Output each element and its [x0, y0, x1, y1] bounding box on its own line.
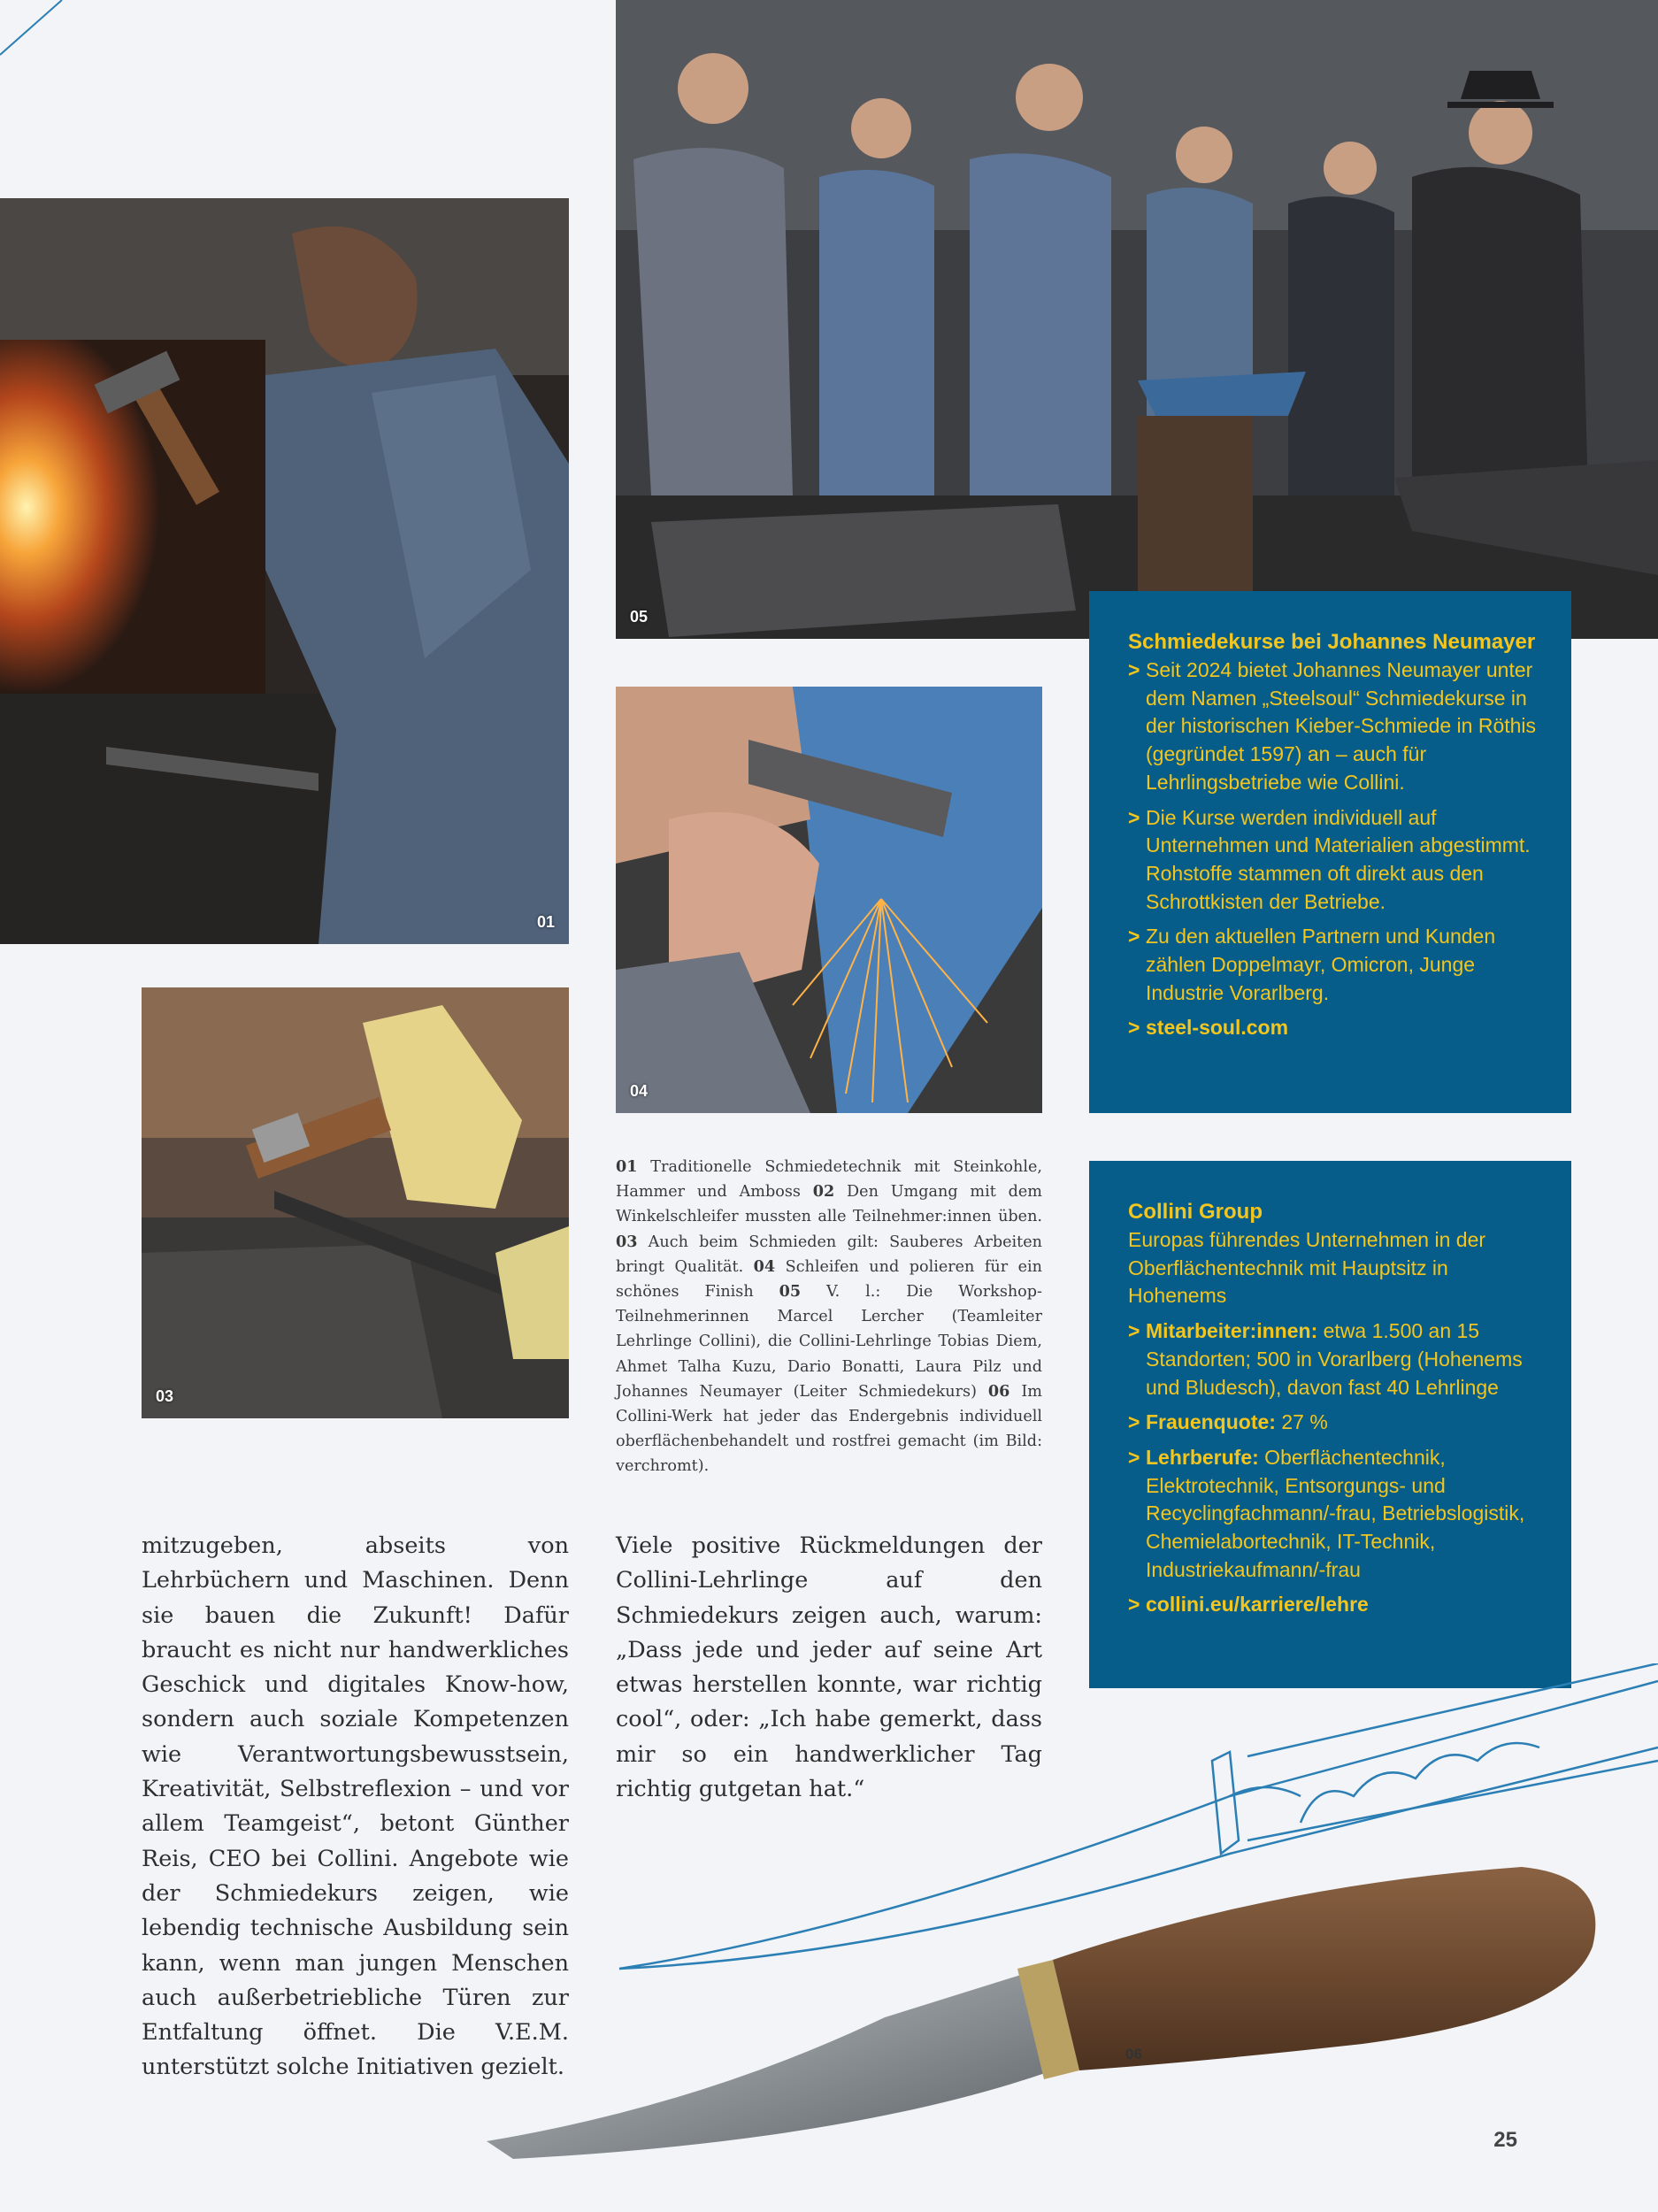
- box-item-key: Mitarbeiter:innen:: [1146, 1319, 1318, 1343]
- photo-04-grinding: [616, 687, 1042, 1113]
- box-intro: Europas führendes Unternehmen in der Oberflächentechnik mit Hauptsitz in Hohenems: [1128, 1228, 1486, 1308]
- caption-num: 03: [616, 1232, 638, 1251]
- box-item-value: Oberflächentechnik, Elektrotechnik, Entsorgungs- und Recyclingfachmann/-frau, Betriebslogistik, Chemielabortechnik, IT-Technik, Industriekaufmann/-frau: [1146, 1445, 1525, 1581]
- box-item: [1128, 1444, 1539, 1585]
- box-title: Schmiedekurse bei Johannes Neumayer: [1128, 630, 1536, 654]
- photo-05-group: [616, 0, 1658, 639]
- caption-num: 02: [812, 1182, 835, 1202]
- box-item-value: etwa 1.500 an 15 Standorten; 500 in Vorarlberg (Hohenems und Bludesch), davon fast 40 Lehrlinge: [1146, 1319, 1523, 1399]
- box-item: [1128, 1409, 1539, 1437]
- body-column-2: Viele positive Rückmeldungen der Collini-Lehrlinge auf den Schmiedekurs zeigen auch, warum: „Dass jede und jeder auf seine Art etwas herstellen konnte, war richtig cool“, oder: „Ich habe gemerkt, dass mir so ein handwerklicher Tag richtig gutgetan hat.“: [616, 1532, 1042, 1803]
- photo-label: 01: [536, 913, 555, 931]
- photo-03-hammering: [142, 987, 569, 1418]
- box-title: Collini Group: [1128, 1200, 1263, 1224]
- caption-text: Auch beim Schmieden gilt: Sauberes Arbeiten bringt Qualität.: [616, 1233, 1042, 1276]
- photo-label: 04: [630, 1082, 649, 1100]
- box-item: > Seit 2024 bietet Johannes Neumayer unter dem Namen „Steelsoul“ Schmiedekurse in der historischen Kieber-Schmiede in Röthis (gegründet 1597) an – auch für Lehrlingsbetriebe wie Collini.: [1128, 657, 1539, 797]
- box-item: > Die Kurse werden individuell auf Unternehmen und Materialien abgestimmt. Rohstoffe stammen oft direkt aus den Schrottkisten der Betriebe.: [1128, 804, 1539, 917]
- photo-caption: [616, 1155, 1042, 1479]
- photo-01-forge: [0, 198, 569, 944]
- box-item-value: 27 %: [1275, 1410, 1328, 1434]
- caption-text: Den Umgang mit dem Winkelschleifer mussten alle Teilnehmer:innen üben.: [616, 1183, 1042, 1226]
- photo-label: 03: [156, 1387, 174, 1405]
- info-box-collini-group: [1089, 1161, 1571, 1688]
- photo-label: 06: [1125, 2046, 1142, 2062]
- steel-soul-link[interactable]: > steel-soul.com: [1128, 1014, 1539, 1042]
- box-item: > Zu den aktuellen Partnern und Kunden zählen Doppelmayr, Omicron, Junge Industrie Vorarlberg.: [1128, 923, 1539, 1007]
- caption-num: 06: [987, 1381, 1010, 1401]
- caption-text: Im Collini-Werk hat jeder das Endergebnis individuell oberflächenbehandelt und rostfrei gemacht (im Bild: verchromt).: [616, 1382, 1042, 1476]
- caption-num: 01: [616, 1157, 638, 1176]
- box-item: [1128, 1317, 1539, 1402]
- caption-text: Schleifen und polieren für ein schönes Finish: [616, 1257, 1042, 1302]
- photo-label: 05: [630, 608, 649, 626]
- caption-text: Traditionelle Schmiedetechnik mit Steinkohle, Hammer und Amboss: [616, 1158, 1042, 1202]
- info-box-schmiedekurse: [1089, 591, 1571, 1113]
- caption-text: V. l.: Die Workshop-Teilnehmerinnen Marcel Lercher (Teamleiter Lehrlinge Collini), die Collini-Lehrlinge Tobias Diem, Ahmet Talha Kuzu, Dario Bonatti, Laura Pilz und Johannes Neumayer (Leiter Schmiedekurs): [616, 1283, 1042, 1401]
- photo-06-knife: [478, 1849, 1628, 2185]
- body-column-1: mitzugeben, abseits von Lehrbüchern und Maschinen. Denn sie bauen die Zukunft! Dafür braucht es nicht nur handwerkliches Geschick und digitales Know-how, sondern auch soziale Kompetenzen wie Verantwortungsbewusstsein, Kreativität, Selbstreflexion – und vor allem Teamgeist“, betont Günther Reis, CEO bei Collini. Angebote wie der Schmiedekurs zeigen, wie lebendig technische Ausbildung sein kann, wenn man jungen Menschen auch außerbetriebliche Türen zur Entfaltung öffnet. Die V.E.M. unterstützt solche Initiativen gezielt.: [142, 1532, 569, 2081]
- caption-num: 04: [753, 1256, 776, 1276]
- box-item-key: Frauenquote:: [1146, 1410, 1276, 1434]
- box-item-key: Lehrberufe:: [1146, 1445, 1259, 1469]
- corner-line-decoration: [0, 0, 71, 62]
- caption-num: 05: [779, 1282, 802, 1302]
- page-number: 25: [1493, 2128, 1517, 2152]
- collini-careers-link[interactable]: > collini.eu/karriere/lehre: [1128, 1591, 1539, 1619]
